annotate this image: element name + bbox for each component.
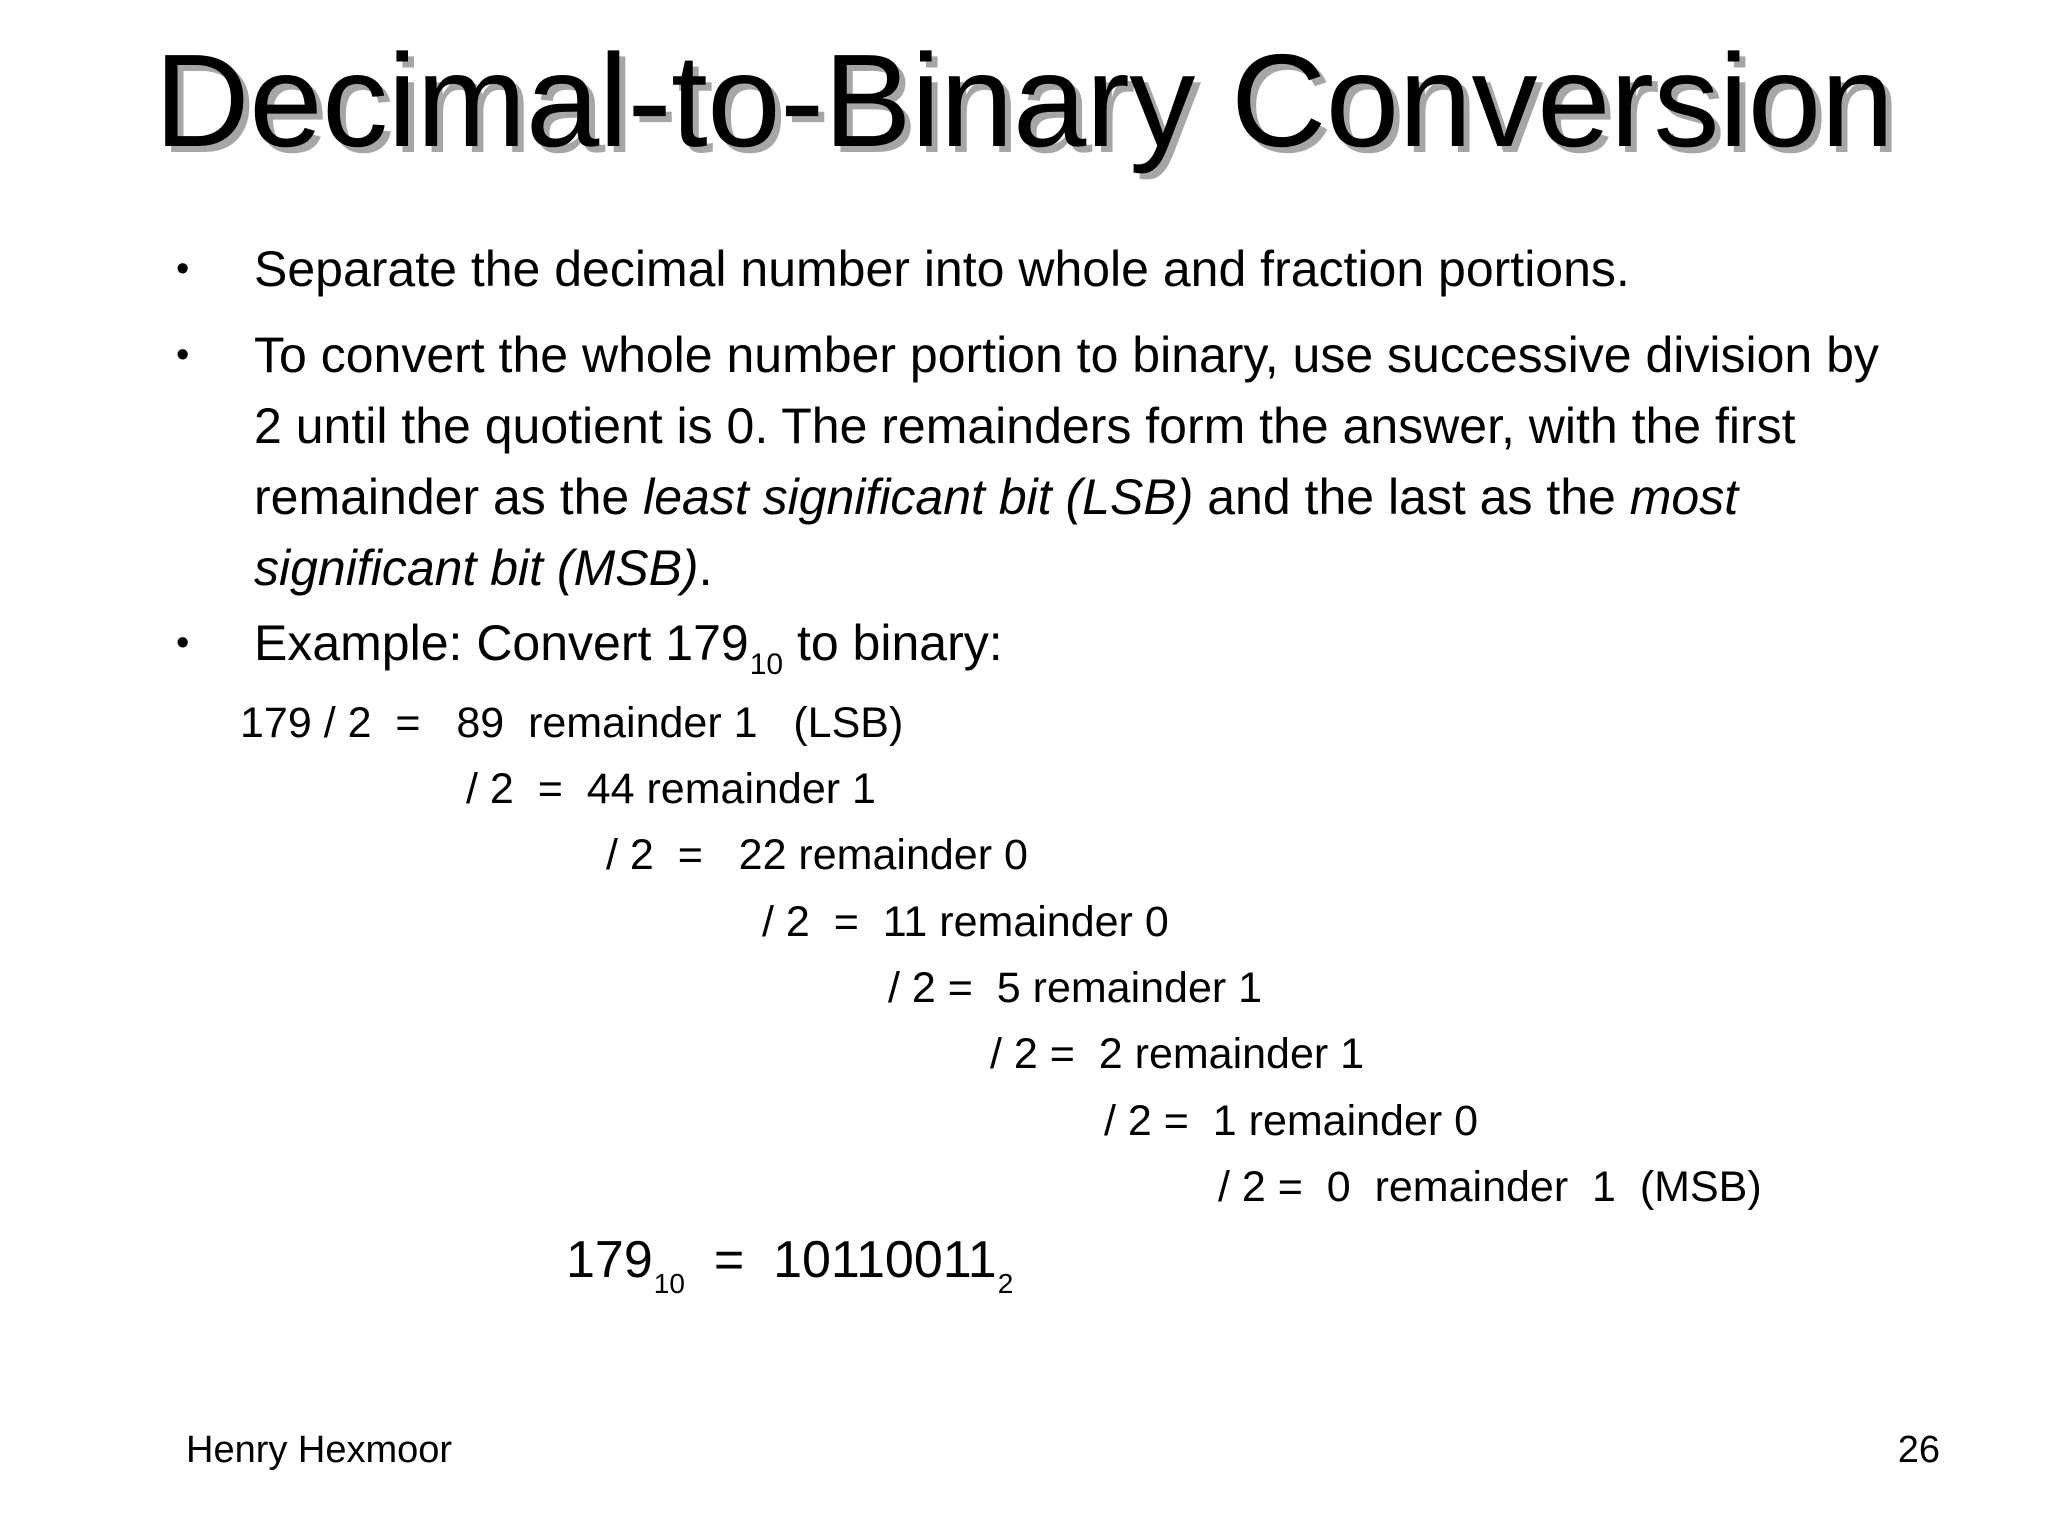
bullet-text (254, 608, 1003, 686)
division-step: / 2 = 2 remainder 1 (990, 1030, 1365, 1078)
most-term: most (1629, 469, 1739, 525)
text-run: remainder as the (254, 469, 644, 525)
result-decimal-base: 10 (653, 1268, 685, 1299)
page-number: 26 (1897, 1429, 1940, 1471)
bullet-dot: • (176, 334, 190, 376)
division-step: / 2 = 22 remainder 0 (606, 831, 1028, 879)
text-run: . (698, 540, 713, 596)
result-binary: 10110011 (773, 1231, 997, 1289)
division-step: / 2 = 1 remainder 0 (1104, 1097, 1479, 1145)
text-run: and the last as the (1193, 469, 1630, 525)
division-step: / 2 = 11 remainder 0 (762, 898, 1169, 946)
text-run: Example: Convert 179 (254, 615, 749, 671)
division-step: / 2 = 5 remainder 1 (888, 964, 1263, 1012)
bullet-line: To convert the whole number portion to binary, use successive division by (254, 327, 1879, 383)
division-step: / 2 = 0 remainder 1 (MSB) (1218, 1163, 1762, 1211)
slide-title: Decimal-to-Binary Conversion (154, 27, 1894, 174)
conversion-result (566, 1230, 1013, 1298)
bullet-text: Separate the decimal number into whole and fraction portions. (254, 241, 1630, 297)
bullet-dot: • (176, 248, 190, 290)
bullet-text (254, 320, 1879, 604)
bullet-line (254, 533, 1879, 604)
result-binary-base: 2 (997, 1268, 1014, 1299)
division-step: / 2 = 44 remainder 1 (466, 765, 876, 813)
bullet-line (254, 462, 1879, 533)
footer-author: Henry Hexmoor (186, 1429, 453, 1471)
result-decimal: 179 (566, 1231, 653, 1289)
msb-term: significant bit (MSB) (254, 540, 699, 596)
text-run: to binary: (783, 615, 1003, 671)
base-subscript: 10 (749, 648, 784, 681)
bullet-dot: • (176, 622, 190, 664)
result-equals: = (684, 1231, 774, 1289)
bullet-line: 2 until the quotient is 0. The remainders form the answer, with the first (254, 398, 1796, 454)
lsb-term: least significant bit (LSB) (643, 469, 1194, 525)
division-step: 179 / 2 = 89 remainder 1 (LSB) (240, 699, 904, 747)
